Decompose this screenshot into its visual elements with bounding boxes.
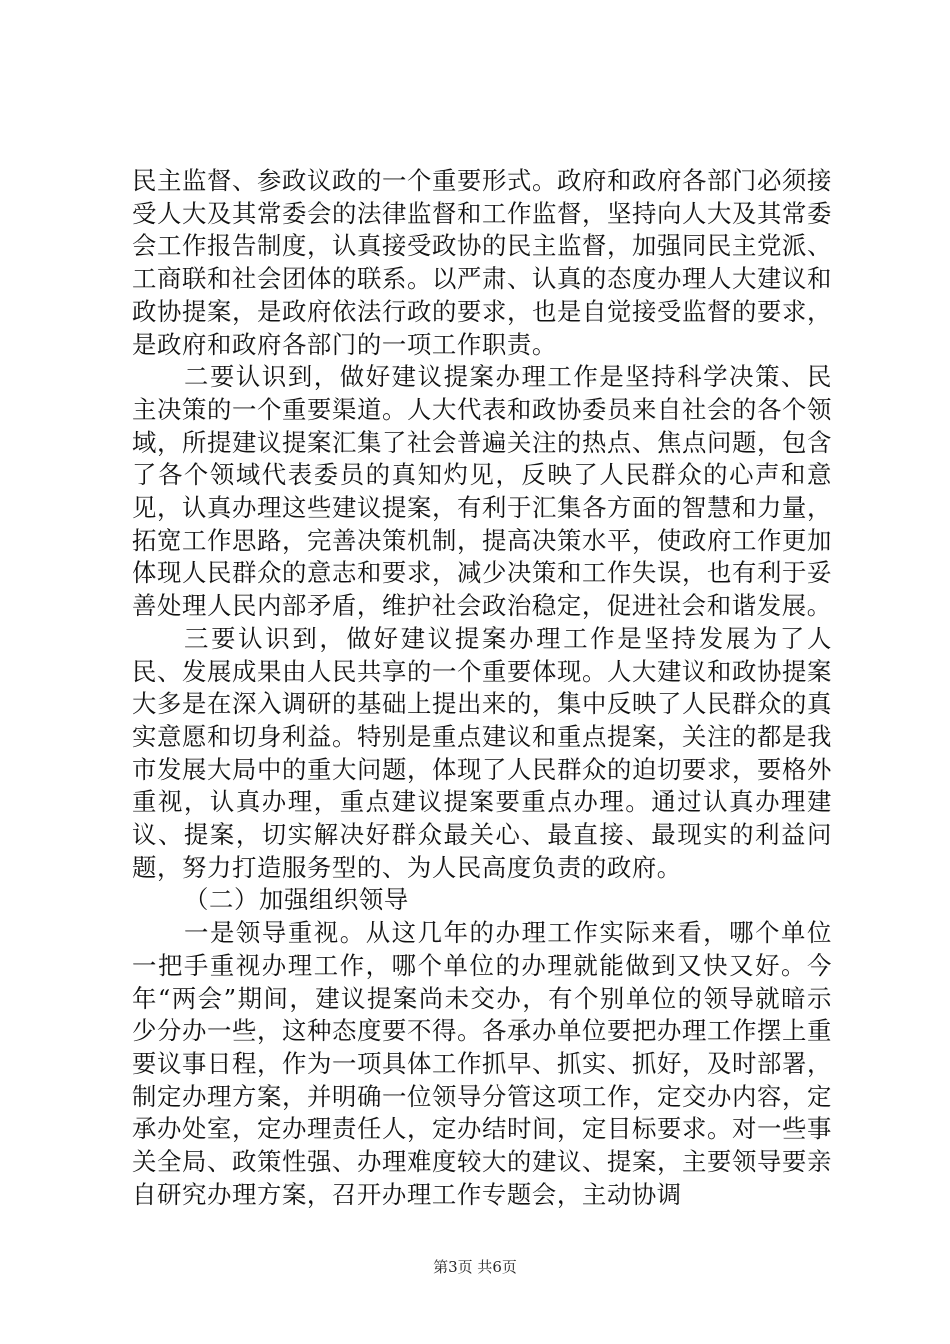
section-heading: （二）加强组织领导 bbox=[184, 885, 409, 915]
page-number-footer: 第3页 共6页 bbox=[433, 1258, 517, 1276]
paragraph-continuation: 民主监督、参政议政的一个重要形式。政府和政府各部门必须接受人大及其常委会的法律监督和工作监督，坚持向人大及其常委会工作报告制度，认真接受政协的民主监督，加强同民主党派、工商联和社会团体的联系。以严肃、认真的态度办理人大建议和政协提案，是政府依法行政的要求，也是自觉接受监督的要求，是政府和政府各部门的一项工作职责。 bbox=[132, 166, 832, 359]
paragraph-leadership: 一是领导重视。从这几年的办理工作实际来看，哪个单位一把手重视办理工作，哪个单位的办理就能做到又快又好。今年“两会”期间，建议提案尚未交办，有个别单位的领导就暗示少分办一些，这种态度要不得。各承办单位要把办理工作摆上重要议事日程，作为一项具体工作抓早、抓实、抓好，及时部署，制定办理方案，并明确一位领导分管这项工作，定交办内容，定承办处室，定办理责任人，定办结时间，定目标要求。对一些事关全局、政策性强、办理难度较大的建议、提案，主要领导要亲自研究办理方案，召开办理工作专题会，主动协调 bbox=[132, 918, 832, 1209]
paragraph-third-point: 三要认识到，做好建议提案办理工作是坚持发展为了人民、发展成果由人民共享的一个重要体现。人大建议和政协提案大多是在深入调研的基础上提出来的，集中反映了人民群众的真实意愿和切身利益。特别是重点建议和重点提案，关注的都是我市发展大局中的重大问题，体现了人民群众的迫切要求，要格外重视，认真办理，重点建议提案要重点办理。通过认真办理建议、提案，切实解决好群众最关心、最直接、最现实的利益问题，努力打造服务型的、为人民高度负责的政府。 bbox=[132, 623, 832, 882]
paragraph-second-point: 二要认识到，做好建议提案办理工作是坚持科学决策、民主决策的一个重要渠道。人大代表和政协委员来自社会的各个领域，所提建议提案汇集了社会普遍关注的热点、焦点问题，包含了各个领域代表委员的真知灼见，反映了人民群众的心声和意见，认真办理这些建议提案，有利于汇集各方面的智慧和力量，拓宽工作思路，完善决策机制，提高决策水平，使政府工作更加体现人民群众的意志和要求，减少决策和工作失误，也有利于妥善处理人民内部矛盾，维护社会政治稳定，促进社会和谐发展。 bbox=[132, 362, 832, 621]
document-body bbox=[132, 165, 832, 1212]
